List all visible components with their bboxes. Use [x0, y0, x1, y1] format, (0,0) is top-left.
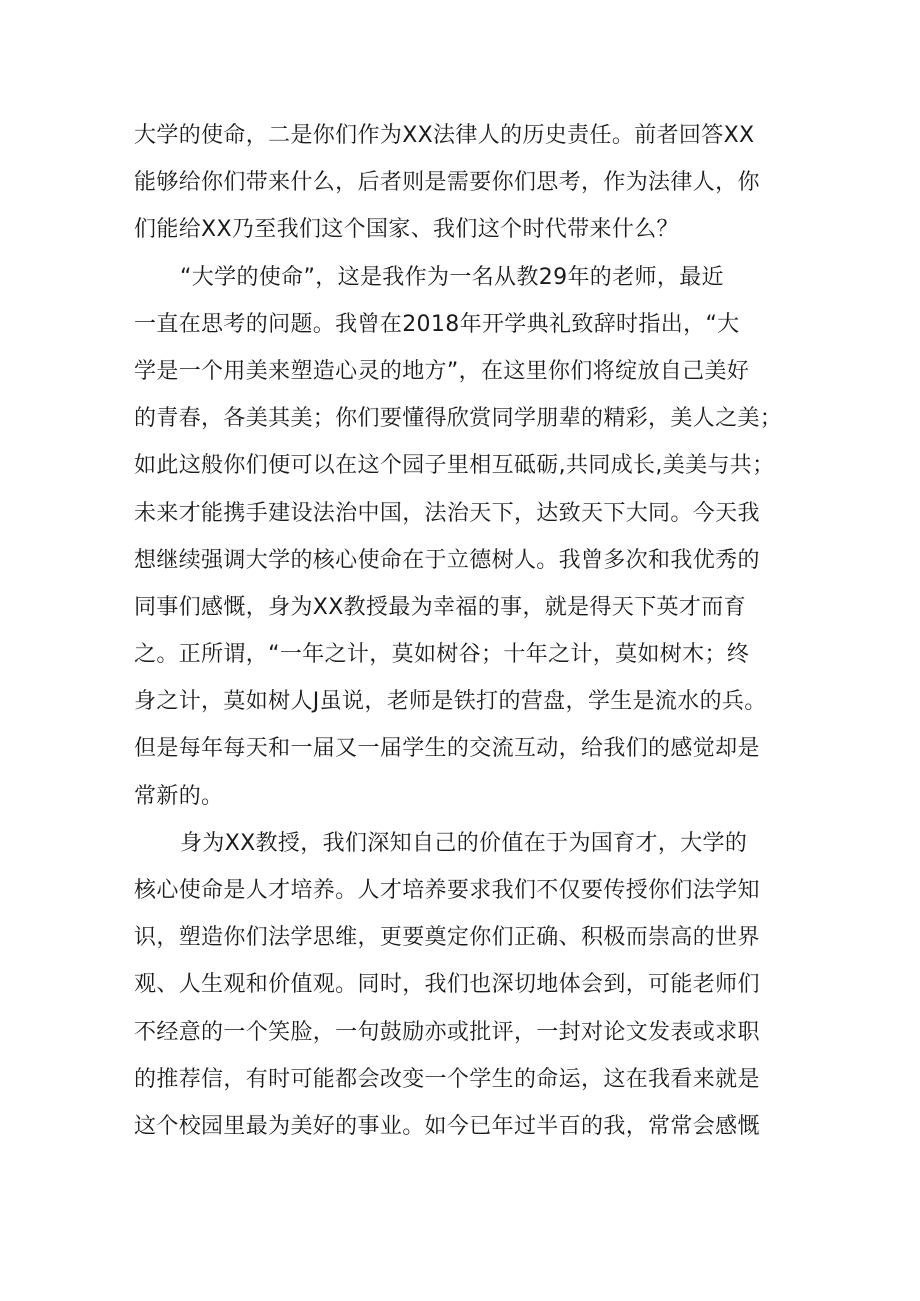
text-line: 同事们感慨，身为XX教授最为幸福的事，就是得天下英才而育 — [134, 594, 746, 620]
text-line: 学是一个用美来塑造心灵的地方”，在这里你们将绽放自己美好 — [134, 358, 750, 384]
text-line: 如此这般你们便可以在这个园子里相互砥砺,共同成长,美美与共； — [134, 453, 775, 479]
text-line: 之。正所谓，“一年之计，莫如树谷；十年之计，莫如树木；终 — [134, 642, 750, 668]
text-line: 但是每年每天和一届又一届学生的交流互动，给我们的感觉却是 — [134, 736, 760, 762]
text-line: 的青春，各美其美；你们要懂得欣赏同学朋辈的精彩，美人之美； — [134, 406, 783, 432]
text-line: 不经意的一个笑脸，一句鼓励亦或批评，一封对论文发表或求职 — [134, 1019, 760, 1045]
text-line: 一直在思考的问题。我曾在2018年开学典礼致辞时指出，“大 — [134, 311, 740, 337]
text-line: 这个校园里最为美好的事业。如今已年过半百的我，常常会感慨 — [134, 1113, 760, 1139]
body-text — [134, 112, 794, 1150]
text-line: 识，塑造你们法学思维，更要奠定你们正确、积极而崇高的世界 — [134, 925, 760, 951]
text-line: 核心使命是人才培养。人才培养要求我们不仅要传授你们法学知 — [134, 878, 760, 903]
text-line: 常新的。 — [134, 783, 224, 809]
text-line: 大学的使命，二是你们作为XX法律人的历史责任。前者回答XX — [134, 123, 755, 148]
text-line: 的推荐信，有时可能都会改变一个学生的命运，这在我看来就是 — [134, 1066, 760, 1092]
text-line: 想继续强调大学的核心使命在于立德树人。我曾多次和我优秀的 — [134, 547, 760, 573]
text-line: 们能给XX乃至我们这个国家、我们这个时代带来什么？ — [134, 217, 679, 243]
text-line: 未来才能携手建设法治中国，法治天下，达致天下大同。今天我 — [134, 500, 760, 526]
text-line: 观、人生观和价值观。同时，我们也深切地体会到，可能老师们 — [134, 972, 760, 998]
text-line: 能够给你们带来什么，后者则是需要你们思考，作为法律人，你 — [134, 170, 760, 196]
paragraph-start-line: “大学的使命”，这是我作为一名从教29年的老师，最近 — [180, 264, 724, 290]
paragraph-start-line: 身为XX教授，我们深知自己的价值在于为国育才，大学的 — [180, 830, 748, 856]
text-line: 身之计，莫如树人J虽说，老师是铁打的营盘，学生是流水的兵。 — [134, 689, 767, 715]
